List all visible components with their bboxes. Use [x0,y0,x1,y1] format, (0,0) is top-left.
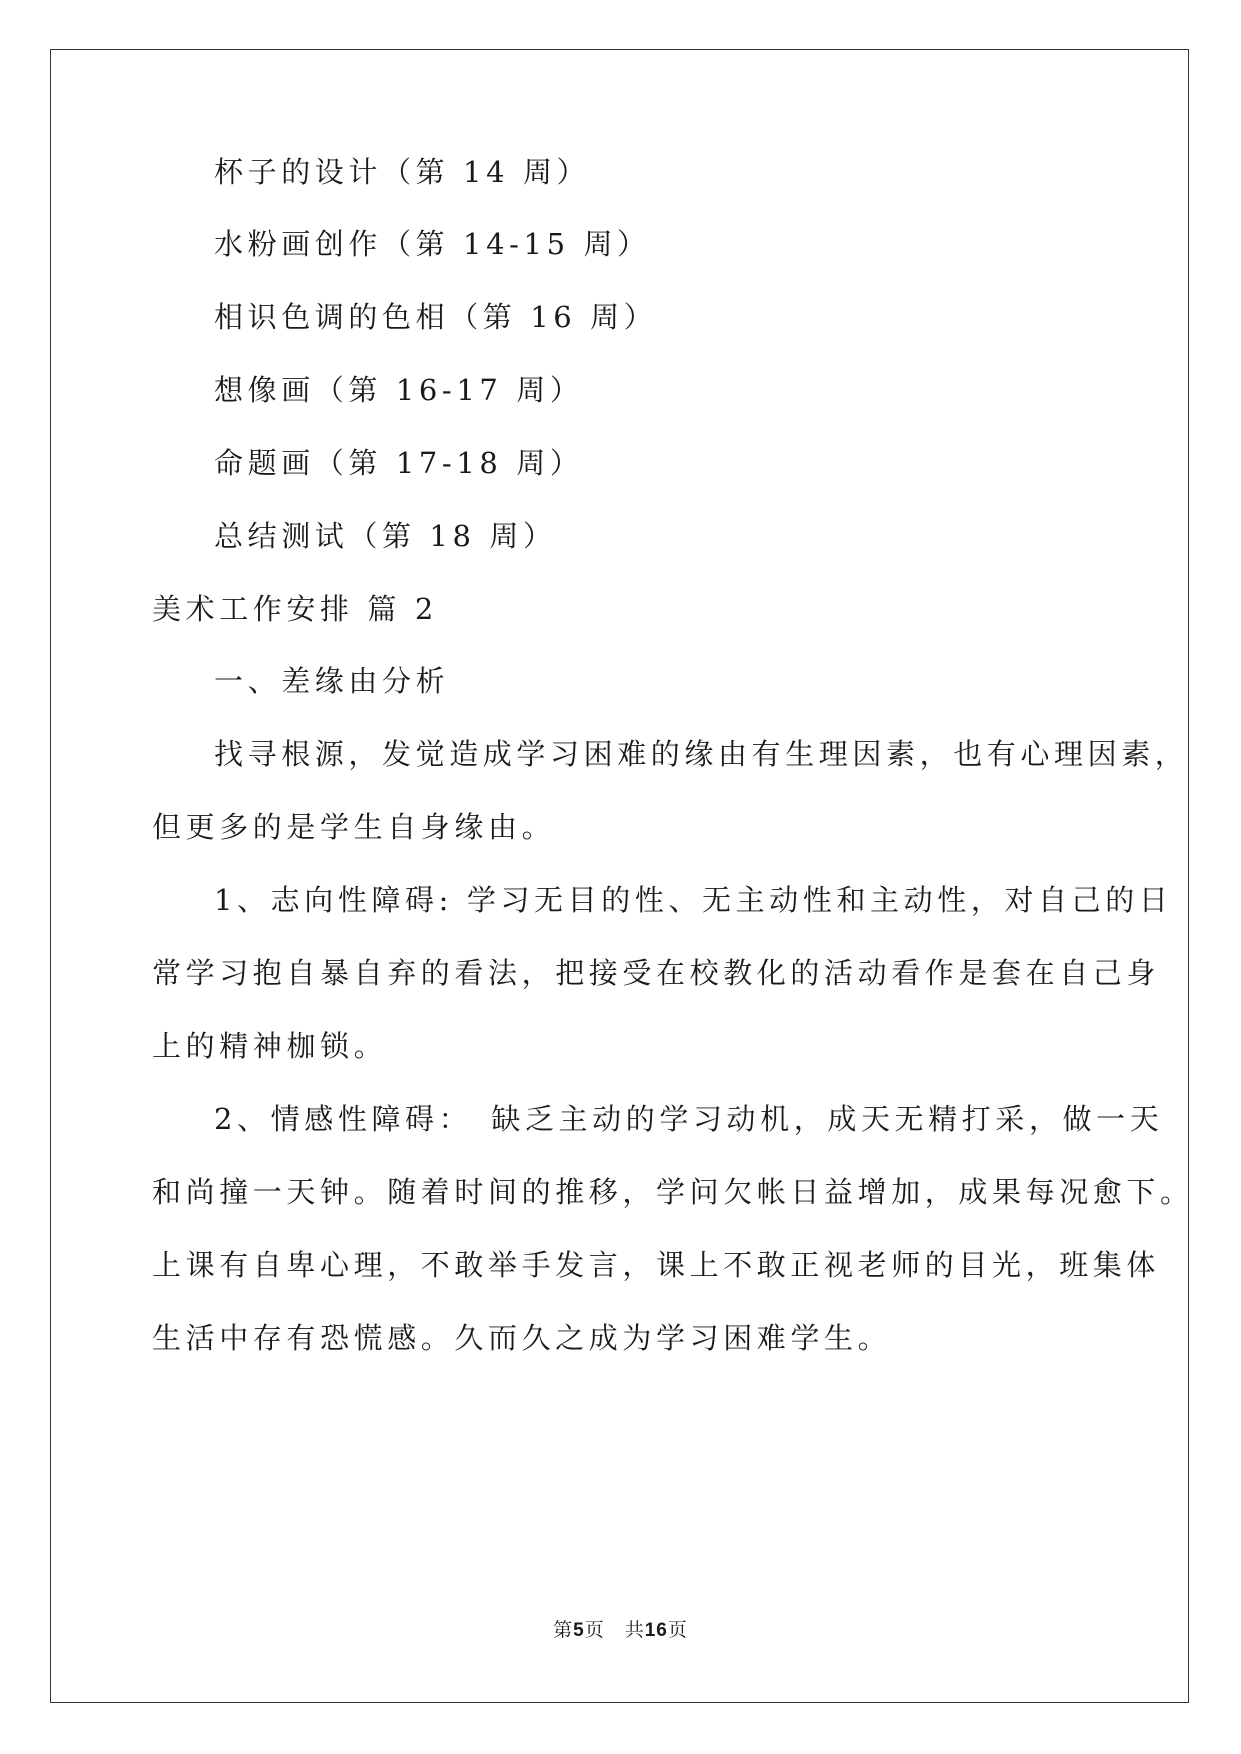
paragraph-line: 生活中存有恐慌感。久而久之成为学习困难学生。 [152,1321,892,1355]
paragraph-line: 和尚撞一天钟。随着时间的推移，学问欠帐日益增加，成果每况愈下。 [152,1175,1194,1209]
paragraph-line: 上的精神枷锁。 [152,1029,388,1063]
footer-label: 页 共 [584,1619,645,1641]
paragraph-line: 但更多的是学生自身缘由。 [152,810,556,844]
paragraph-line: 找寻根源，发觉造成学习困难的缘由有生理因素，也有心理因素， [214,737,1189,771]
total-page-number: 16 [644,1620,668,1641]
paragraph-line: 2、情感性障碍： 缺乏主动的学习动机，成天无精打采，做一天 [214,1102,1164,1136]
schedule-item: 相识色调的色相（第 16 周） [214,300,658,334]
schedule-item: 杯子的设计（第 14 周） [214,155,591,189]
footer-label: 页 [667,1619,688,1641]
paragraph-line: 常学习抱自暴自弃的看法，把接受在校教化的活动看作是套在自己身 [152,956,1161,990]
paragraph-line: 上课有自卑心理，不敢举手发言，课上不敢正视老师的目光，班集体 [152,1248,1161,1282]
section-title: 美术工作安排 篇 2 [152,592,438,626]
current-page-number: 5 [573,1620,585,1641]
footer-label: 第 [553,1619,574,1641]
page-border [50,49,1189,1703]
schedule-item: 命题画（第 17-18 周） [214,446,584,480]
paragraph-line: 1、志向性障碍: 学习无目的性、无主动性和主动性，对自己的日 [214,883,1173,917]
page-footer [0,1615,1241,1642]
schedule-item: 想像画（第 16-17 周） [214,373,584,407]
schedule-item: 水粉画创作（第 14-15 周） [214,227,651,261]
schedule-item: 总结测试（第 18 周） [214,519,557,553]
heading-analysis: 一、差缘由分析 [214,664,450,698]
